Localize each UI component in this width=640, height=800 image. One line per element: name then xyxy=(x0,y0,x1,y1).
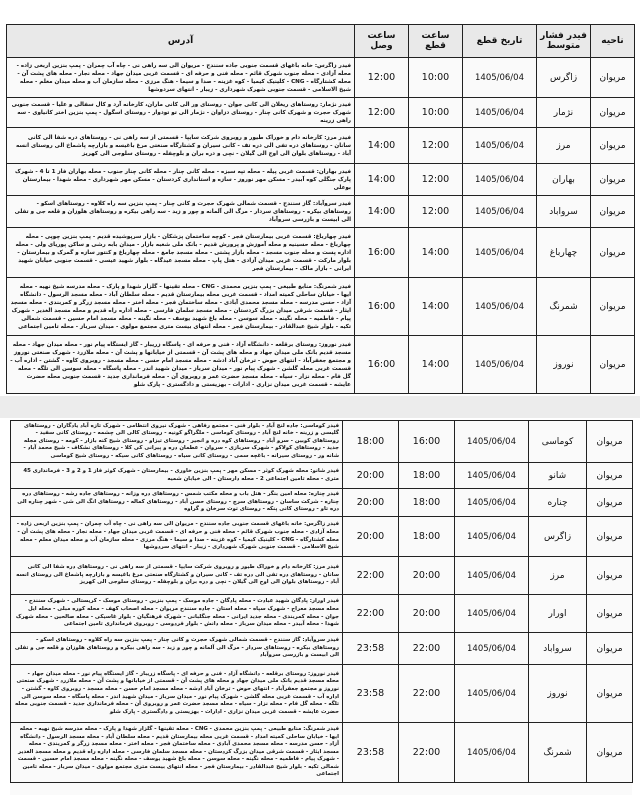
cell-date: 1405/06/04 xyxy=(463,278,537,336)
cell-connect-time: 16:00 xyxy=(355,228,409,278)
table-row xyxy=(7,164,635,196)
outage-table-top xyxy=(6,24,635,394)
cell-region: مریوان xyxy=(591,164,635,196)
cell-region: مریوان xyxy=(591,196,635,228)
cell-date: 1405/06/04 xyxy=(463,164,537,196)
cell-cut-time: 22:00 xyxy=(399,633,455,665)
cell-region: مریوان xyxy=(591,278,635,336)
cell-date: 1405/06/04 xyxy=(455,595,529,633)
table-row xyxy=(11,595,633,633)
table-row xyxy=(11,723,633,783)
table-row xyxy=(11,463,633,489)
header-connect-time: ساعت وصل xyxy=(355,25,409,58)
table-row xyxy=(11,665,633,723)
cell-cut-time: 10:00 xyxy=(409,98,463,128)
cell-date: 1405/06/04 xyxy=(463,128,537,164)
table-row xyxy=(11,421,633,463)
cell-region: مریوان xyxy=(591,98,635,128)
table-row xyxy=(11,633,633,665)
cell-connect-time: 20:00 xyxy=(343,517,399,557)
cell-cut-time: 14:00 xyxy=(409,278,463,336)
cell-line: چناره xyxy=(529,489,587,517)
cell-connect-time: 14:00 xyxy=(355,164,409,196)
cell-address: فیدر اورار: پادگان شهید عبادت - محله پادگان - جاده موسک - پمپ بنزین - روستای موسک - کریستالی - شهرک سنندج - محله مسجد معراج - شهرک سپاه - محله استان - جاده سنندج مریوان - محله اصحاب کهف - محله کوره مبلی - محله ایل جوان - محله کمربندی - محله جدید ایرانی - محله جنگلبانی - شهرک فرهنگیان - بلوار غاسیکی - محله صالحین - محله شهرک شهدا - محله آبیدر - محله میدان سرباز - محله دانش - بلوار فردوسی - روبروی فرمانداری تامین اجتماعی xyxy=(11,595,343,633)
cell-connect-time: 20:00 xyxy=(343,489,399,517)
cell-connect-time: 23:58 xyxy=(343,665,399,723)
cell-region: مریوان xyxy=(587,665,633,723)
cell-cut-time: 18:00 xyxy=(399,463,455,489)
cell-line: کوماسی xyxy=(529,421,587,463)
cell-date: 1405/06/04 xyxy=(463,58,537,98)
page-divider xyxy=(0,396,640,418)
cell-connect-time: 14:00 xyxy=(355,196,409,228)
cell-connect-time: 12:00 xyxy=(355,58,409,98)
cell-address: فیدر سروآباد: گاز سنندج - قسمت شمالی شهرک حجرت و کانی چنار - پمپ بنزین سه راه کلاوه - روستاهای اسکو - روستاهای بیکره - روستاهای سردار - مرگ الی آلمانه و چور و زبد - سه راهی بیکره و روستاهای هلوزان و قلعه جی و تفلی الی ابیست و بازرسی سروآباد xyxy=(11,633,343,665)
cell-connect-time: 18:00 xyxy=(343,421,399,463)
cell-cut-time: 18:00 xyxy=(399,517,455,557)
cell-date: 1405/06/04 xyxy=(455,517,529,557)
cell-address: فیدر نوروز: روستای برقلعه - دانشگاه آزاد - فنی و حرفه ای - پاسگاه زریبار - گاز ایستگاه پیام نور - محله میدان جهاد - محله مسجد قدیم بانک ملی میدان جهاد و محله های پشت آن - قسمتی از خیابانها و پشت آن - محله ملازرد - شهرک صنعتی نوروز و مجتمع جعفرآباد - انتهای حوض - ترخان آباد ادشه - محله مسجد امام حسن - محله مسجد - روبروی کاوه - گشتن - اداره آب - قسمت غربی محله گلشن - شهرک پیام نور - میدان سرباز - میدان شهید اندر - محله پاسگاه - محله سوسن الی تلگه - محله گل فام - محله نزار - سیاه - محله مسجد حضرت عمر و روبروی آن - محله فرمانداری جدید - قسمت جنوبی محله حضرت عایشه - قسمت غربی میدان نزاری - ادارات - بهزیستی و دادگستری - پارک شلو xyxy=(11,665,343,723)
cell-address: فیدر شانو: محله شهرک کوثر - مسکن مهر - پمپ بنزین خاوری - بیمارستان - شهرک کوثر فاز 1 و 2 و 3 - فرمانداری 45 متری - محله تامین اجتماعی 2 - محله دارستان - الی خیابان شمیه xyxy=(11,463,343,489)
cell-connect-time: 20:00 xyxy=(343,463,399,489)
cell-cut-time: 12:00 xyxy=(409,164,463,196)
cell-line: نوروز xyxy=(529,665,587,723)
cell-connect-time: 23:58 xyxy=(343,633,399,665)
cell-connect-time: 14:00 xyxy=(355,128,409,164)
cell-date: 1405/06/04 xyxy=(455,665,529,723)
cell-date: 1405/06/04 xyxy=(455,421,529,463)
cell-line: نوروز xyxy=(537,336,591,394)
cell-line: زاگرس xyxy=(537,58,591,98)
cell-region: مریوان xyxy=(591,228,635,278)
cell-address: فیدر شمرنگ: منابع طبیعی - پمپ بنزین محمدی - CNG - محله تقینها - گلزار شهدا و پارک - محله مدرسه شیخ نهیه - محله ایها - خیابان ساحلی کمیته امداد - قسمت غربی محله بیمارستان قدیم - محله سلطان آباد - محله مسجد الرسول - دانشگاه آزاد - حسن مدرسه - محله مسجد محمدی آبادی - محله ساختمان فجر - محله اختر - محله مسجد زرگر و کمربندی - محله مسجد ایثار - قسمت شرقی میدان بزرگ کردستان - محله مسجد سلمان فارسی - محله اداره راه قدیم و محله مسجد الغدیر - شهرک پیام - فاطمیه - محله نگینه - محله سوسن - محله باغ شهید یوسف - محله نگینه - محله مسجد امام حسین - قسمت شمالی تکیه - بلوار شیخ عبدالقادر - بیمارستان فجر - محله انتهای بیست متری مجتمع مولوی - میدان سرباز - محله تامین اجتماعی xyxy=(7,278,355,336)
cell-date: 1405/06/04 xyxy=(455,633,529,665)
table-row xyxy=(7,98,635,128)
cell-cut-time: 14:00 xyxy=(409,336,463,394)
table-row xyxy=(11,557,633,595)
header-cut-time: ساعت قطع xyxy=(409,25,463,58)
cell-line: نژمار xyxy=(537,98,591,128)
cell-region: مریوان xyxy=(587,633,633,665)
cell-line: اورار xyxy=(529,595,587,633)
cell-cut-time: 14:00 xyxy=(409,228,463,278)
table-header-row xyxy=(7,25,635,58)
cell-date: 1405/06/04 xyxy=(463,196,537,228)
cell-region: مریوان xyxy=(591,58,635,98)
cell-line: مرز xyxy=(529,557,587,595)
schedule-sheet-top xyxy=(6,24,634,394)
schedule-sheet-bottom xyxy=(10,420,632,795)
table-row xyxy=(7,228,635,278)
cell-date: 1405/06/04 xyxy=(463,98,537,128)
cell-region: مریوان xyxy=(587,517,633,557)
cell-cut-time: 22:00 xyxy=(399,723,455,783)
cell-region: مریوان xyxy=(587,463,633,489)
header-line: فیدر فشار متوسط xyxy=(537,25,591,58)
cell-region: مریوان xyxy=(587,723,633,783)
cell-address: فیدر نژمار: روستاهای ریغلان الی کانی جوان - روستای ور الی کانی ماران، کارخانه آرد و کال سفالی و علیا - قسمت جنوبی شهرک حجرت و شهرک کانی چنار - روستای دزاوان - نژمار الی تو تودوار - روستای اسگول - پمپ بنزین اختر کانیاوی - سه راهی زرینه xyxy=(7,98,355,128)
cell-date: 1405/06/04 xyxy=(455,489,529,517)
table-row xyxy=(7,128,635,164)
header-date: تاریخ قطع xyxy=(463,25,537,58)
cell-date: 1405/06/04 xyxy=(463,336,537,394)
cell-date: 1405/06/04 xyxy=(455,463,529,489)
cell-cut-time: 12:00 xyxy=(409,196,463,228)
table-row xyxy=(7,336,635,394)
cell-cut-time: 16:00 xyxy=(399,421,455,463)
cell-line: شانو xyxy=(529,463,587,489)
cell-connect-time: 16:00 xyxy=(355,336,409,394)
cell-line: شمرنگ xyxy=(529,723,587,783)
cell-address: فیدر چناره: محله امین بنگر - هتل باب و محله مکتب شمس - روستاهای دره وزانه - روستاهای جاده رشه - روستاهای دره چناره - شرکت ساسان - روستاهای سرچ - روستای حسن آباد - روستاهای کماله - روستاهای انگ الی شی - شهر چناره الی دره تاو - روستای کانی پنکه - روستای توت سرخان و گراوه xyxy=(11,489,343,517)
cell-connect-time: 16:00 xyxy=(355,278,409,336)
cell-address: فیدر چهارباغ: قسمت غربی بیمارستان فجر - کوچه ساختمان پزشکان - بازار سرپوشیده قدیم - پمپ بنزین چوپی - محله چهارباغ - محله حسینیه و محله آموزش و پرورش قدیم - بانک ملی شعبه بازار - میدان بابه رشی و ساکن پوریای ولی - محله اداره پست و محله جنوب مسجد - محله بازار پشتی - محله مسجد جامع - محله چهارباغ و کنتور سازه و گمرک و بیمارستان - بلوار مارکت - قسمت غربی میدان آزادی - هتل پاپ - محله مسجد عیدگاه - بلوار شهید عیسی - قسمت جنوبی خیابان شهید ایرانی - بازار مالک - بیمارستان فجر xyxy=(7,228,355,278)
cell-line: چهارباغ xyxy=(537,228,591,278)
cell-address: فیدر زاگرس: خانه باغهای قسمت جنوبی جاده سنندج - مریوان الی سه راهی نی - چاه آب چمران - پمپ بنزین اربعی زاده - محله آزادی - محله جنوب شهرک قائم - محله فنی و حرفه ای - قسمت غربی میدان جهاد - محله نجار - محله های پشت آن - محله کشتارگاه - CNG - کلینیک کیمیا - کوه غزینه - صدا و سیما - هنگ مرزی - محله سازمان آب و محله میدان معلم - محله شیخ الاسلامی - قسمت جنوبی شهرک شهرداری - زیبار - انتهای سردوشها xyxy=(11,517,343,557)
cell-cut-time: 18:00 xyxy=(399,489,455,517)
cell-address: فیدر نوروز: روستای برقلعه - دانشگاه آزاد - فنی و حرفه ای - پاسگاه زریبار - گاز ایستگاه پیام نور - محله میدان جهاد - محله مسجد قدیم بانک ملی میدان جهاد و محله های پشت آن - قسمتی از خیابانها و پشت آن - محله ملازرد - شهرک صنعتی نوروز و مجتمع جعفرآباد - انتهای حوض - ترخان آباد ادشه - محله مسجد امام حسن - محله مسجد - روبروی کاوه - گشتن - اداره آب - قسمت غربی محله گلشن - شهرک پیام نور - میدان سرباز - میدان شهید اندر - محله پاسگاه - محله سوسن الی تلگه - محله گل فام - محله نزار - سیاه - محله مسجد حضرت عمر و روبروی آن - محله فرمانداری جدید - قسمت جنوبی محله حضرت عایشه - قسمت غربی میدان نزاری - ادارات - بهزیستی و دادگستری - پارک شلو xyxy=(7,336,355,394)
cell-region: مریوان xyxy=(587,557,633,595)
header-region: ناحیه xyxy=(591,25,635,58)
cell-region: مریوان xyxy=(591,336,635,394)
cell-address: فیدر زاگرس: خانه باغهای قسمت جنوبی جاده سنندج - مریوان الی سه راهی نی - چاه آب چمران - پمپ بنزین اربعی زاده - محله آزادی - محله جنوب شهرک قائم - محله فنی و حرفه ای - قسمت غربی میدان جهاد - محله نجار - محله های پشت آن - محله کشتارگاه - CNG - کلینیک کیمیا - کوه غزینه - صدا و سیما - هنگ مرزی - محله سازمان آب و محله میدان معلم - محله شیخ الاسلامی - قسمت جنوبی شهرک شهرداری - زیبار - انتهای سردوشها xyxy=(7,58,355,98)
cell-address: فیدر مرز: کارخانه دام و خوراک طیور و روبروی شرکت سایپا - قسمتی از سه راهی نی - روستاهای دره شفا الی کانی سانان - روستاهای دره تفی الی دره تف - کانی سیران و کشتارگاه صنعتی مرغ باغیسه و بازارچه پاشماخ الی روستای انسه آباد - روستاهای بلوان الی اوج الی گیلان - نچی و دره بران و بلوچفله - روستای سلوجی الی کهریز xyxy=(11,557,343,595)
cell-cut-time: 20:00 xyxy=(399,557,455,595)
table-row xyxy=(11,489,633,517)
cell-address: فیدر سروآباد: گاز سنندج - قسمت شمالی شهرک حجرت و کانی چنار - پمپ بنزین سه راه کلاوه - روستاهای اسکو - روستاهای بیکره - روستاهای سردار - مرگ الی آلمانه و چور و زبد - سه راهی بیکره و روستاهای هلوزان و قلعه جی و تفلی الی ابیست و بازرسی سروآباد xyxy=(7,196,355,228)
cell-address: فیدر شمرنگ: منابع طبیعی - پمپ بنزین محمدی - CNG - محله تقینها - گلزار شهدا و پارک - محله مدرسه شیخ نهیه - محله ایها - خیابان ساحلی کمیته امداد - قسمت غربی محله بیمارستان قدیم - محله سلطان آباد - محله مسجد الرسول - دانشگاه آزاد - حسن مدرسه - محله مسجد محمدی آبادی - محله ساختمان فجر - محله اختر - محله مسجد زرگر و کمربندی - محله مسجد ایثار - قسمت شرقی میدان بزرگ کردستان - محله مسجد سلمان فارسی - محله اداره راه قدیم و محله مسجد الغدیر - شهرک پیام - فاطمیه - محله نگینه - محله سوسن - محله باغ شهید یوسف - محله نگینه - محله مسجد امام حسین - قسمت شمالی تکیه - بلوار شیخ عبدالقادر - بیمارستان فجر - محله انتهای بیست متری مجتمع مولوی - میدان سرباز - محله تامین اجتماعی xyxy=(11,723,343,783)
cell-connect-time: 23:58 xyxy=(343,723,399,783)
cell-region: مریوان xyxy=(591,128,635,164)
cell-cut-time: 12:00 xyxy=(409,128,463,164)
cell-cut-time: 10:00 xyxy=(409,58,463,98)
cell-cut-time: 20:00 xyxy=(399,595,455,633)
cell-line: زاگرس xyxy=(529,517,587,557)
cell-line: سرواباد xyxy=(537,196,591,228)
cell-date: 1405/06/04 xyxy=(463,228,537,278)
table-row xyxy=(7,196,635,228)
cell-line: بهاران xyxy=(537,164,591,196)
header-address: آدرس xyxy=(7,25,355,58)
cell-address: فیدر بهاران: قسمت غربی پیله - محله تپه سبزه - محله کانی چنار - محله کانی چنار جنوب - محله بهاران فاز 1 تا 4 - شهرک پارک جنگلی کوه آبیدر - مسکن مهر نوروز - سازه و استانداری کردستان - مسکن مهر شهرداری - محله شهدا - بیمارستان بوعلی xyxy=(7,164,355,196)
cell-line: سرواباد xyxy=(529,633,587,665)
table-row xyxy=(11,517,633,557)
cell-region: مریوان xyxy=(587,489,633,517)
cell-line: مرز xyxy=(537,128,591,164)
cell-connect-time: 12:00 xyxy=(355,98,409,128)
cell-date: 1405/06/04 xyxy=(455,723,529,783)
cell-date: 1405/06/04 xyxy=(455,557,529,595)
cell-region: مریوان xyxy=(587,595,633,633)
cell-address: فیدر مرز: کارخانه دام و خوراک طیور و روبروی شرکت سایپا - قسمتی از سه راهی نی - روستاهای دره شفا الی کانی سانان - روستاهای دره تفی الی دره تف - کانی سیران و کشتارگاه صنعتی مرغ باغیسه و بازارچه پاشماخ الی روستای انسه آباد - روستاهای بلوان الی اوج الی گیلان - نچی و دره بران و بلوچفله - روستای سلوجی الی کهریز xyxy=(7,128,355,164)
cell-cut-time: 22:00 xyxy=(399,665,455,723)
cell-connect-time: 22:00 xyxy=(343,595,399,633)
cell-address: فیدر کوماسی: جاده لنج آباد - بلوار فنی - مجتمع رفاهی - شهرک نیروی انتظامی - شهرک تازه آباد یادگاران - روستاهای گلیسی و زرینه - خانه لنج آباد - روستای کوماسی - ملگراگو کونیه - روستای کالی الی چشمه - روستای کانی سفید - روستاهای کوبین - سرو آباد - روستاهای کوه دره و انجیر - روستای تیزاو - روستای شیخ کنه بازار - کومه - روستای مجله جدید - روستاهای کولاکو - شهرک سربازی - سروان - عطمان دره و پیرانی کی کلا - روستاهای نشکاف - شیخ محمد آباد - شانه ور - روستای سیرانه - باغچه سمی - روستای کانی سیاه - روستاهای کانی سیکه - روستای شیخ کوماسی xyxy=(11,421,343,463)
table-row xyxy=(7,58,635,98)
cell-line: شمرنگ xyxy=(537,278,591,336)
outage-table-bottom xyxy=(10,420,633,783)
table-row xyxy=(7,278,635,336)
cell-region: مریوان xyxy=(587,421,633,463)
cell-connect-time: 22:00 xyxy=(343,557,399,595)
